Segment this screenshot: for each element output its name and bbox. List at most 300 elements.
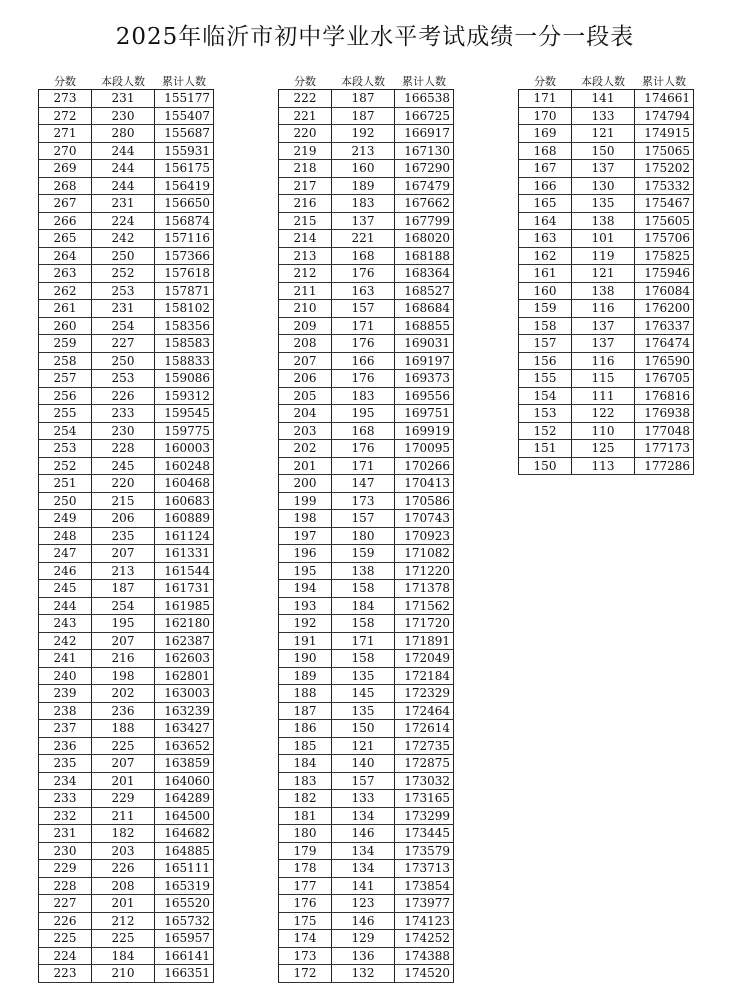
table-row [278,703,454,721]
header-score: 分数 [54,75,76,88]
cumulative-count-cell: 168527 [394,283,454,300]
table-row [518,195,694,213]
segment-count-cell: 226 [111,388,135,403]
segment-count-cell: 195 [111,616,135,630]
cumulative-count-cell: 161985 [154,598,214,615]
table-row [518,370,694,388]
segment-count-cell: 183 [351,196,375,210]
table-row [38,283,214,301]
table-row [278,318,454,336]
table-row [278,545,454,563]
score-cell: 175 [278,913,332,930]
table-row [278,720,454,738]
score-cell: 201 [278,458,332,475]
cumulative-count-cell: 171720 [394,615,454,632]
segment-count-cell: 244 [111,143,135,158]
segment-count-cell: 211 [111,808,135,823]
cumulative-count-cell: 175332 [634,178,694,195]
score-cell: 232 [38,808,92,825]
segment-count-cell: 244 [111,178,135,193]
cumulative-count-cell: 157116 [154,230,214,247]
score-cell: 196 [278,545,332,562]
page-title: 2025年临沂市初中学业水平考试成绩一分一段表 [115,24,635,50]
table-row [518,230,694,248]
table-row [38,528,214,546]
segment-count-cell: 133 [591,108,615,123]
table-row [518,213,694,231]
score-cell: 192 [278,615,332,632]
cumulative-count-cell: 173165 [394,790,454,807]
table-row [518,125,694,143]
score-cell: 151 [518,440,572,457]
table-row [518,440,694,458]
score-cell: 223 [38,965,92,982]
cumulative-count-cell: 162387 [154,633,214,650]
cumulative-count-cell: 170266 [394,458,454,475]
cumulative-count-cell: 176705 [634,370,694,387]
table-row [38,965,214,983]
table-row [278,615,454,633]
table-row [278,773,454,791]
cumulative-count-cell: 164500 [154,808,214,825]
score-cell: 258 [38,353,92,370]
cumulative-count-cell: 172329 [394,685,454,702]
segment-count-cell: 207 [111,546,135,560]
table-row [38,615,214,633]
table-row [38,370,214,388]
score-cell: 160 [518,283,572,300]
score-cell: 203 [278,423,332,440]
cumulative-count-cell: 166141 [154,948,214,965]
segment-count-cell: 231 [111,196,135,210]
table-row [38,685,214,703]
table-row [278,895,454,913]
table-row [278,475,454,493]
table-row [38,335,214,353]
segment-count-cell: 182 [111,826,135,840]
segment-count-cell: 198 [111,668,135,683]
cumulative-count-cell: 172049 [394,650,454,667]
segment-count-cell: 207 [111,756,135,770]
table-row [278,178,454,196]
segment-count-cell: 227 [111,336,135,350]
segment-count-cell: 236 [111,703,135,718]
cumulative-count-cell: 176200 [634,300,694,317]
cumulative-count-cell: 156650 [154,195,214,212]
table-row [278,283,454,301]
score-cell: 220 [278,125,332,142]
segment-count-cell: 253 [111,283,135,298]
table-row [38,318,214,336]
cumulative-count-cell: 160468 [154,475,214,492]
cumulative-count-cell: 172464 [394,703,454,720]
score-cell: 211 [278,283,332,300]
cumulative-count-cell: 158833 [154,353,214,370]
table-row [38,895,214,913]
table-row [38,930,214,948]
table-row [518,178,694,196]
header-segment-count: 本段人数 [101,75,145,88]
table-row [278,90,454,108]
cumulative-count-cell: 158102 [154,300,214,317]
segment-count-cell: 176 [351,371,375,385]
score-cell: 171 [518,90,572,107]
table-row [278,633,454,651]
segment-count-cell: 122 [591,406,615,420]
cumulative-count-cell: 168855 [394,318,454,335]
score-cell: 165 [518,195,572,212]
segment-count-cell: 133 [351,791,375,805]
table-row [278,125,454,143]
score-cell: 155 [518,370,572,387]
score-cell: 206 [278,370,332,387]
table-row [38,440,214,458]
table-row [278,405,454,423]
table-row [38,108,214,126]
table-row [278,423,454,441]
score-cell: 218 [278,160,332,177]
cumulative-count-cell: 176337 [634,318,694,335]
score-cell: 150 [518,458,572,475]
cumulative-count-cell: 176590 [634,353,694,370]
table-row [38,633,214,651]
cumulative-count-cell: 159312 [154,388,214,405]
segment-count-cell: 231 [111,301,135,315]
cumulative-count-cell: 171378 [394,580,454,597]
cumulative-count-cell: 175706 [634,230,694,247]
cumulative-count-cell: 164682 [154,825,214,842]
table-row [278,300,454,318]
segment-count-cell: 101 [591,231,615,245]
segment-count-cell: 235 [111,528,135,543]
segment-count-cell: 242 [111,231,135,245]
score-cell: 236 [38,738,92,755]
table-row [278,108,454,126]
segment-count-cell: 168 [351,423,375,438]
score-cell: 217 [278,178,332,195]
segment-count-cell: 206 [111,511,135,525]
score-cell: 187 [278,703,332,720]
cumulative-count-cell: 165319 [154,878,214,895]
table-row [38,510,214,528]
score-cell: 205 [278,388,332,405]
table-row [518,353,694,371]
score-cell: 162 [518,248,572,265]
table-row [38,90,214,108]
table-row [38,563,214,581]
table-row [38,703,214,721]
score-cell: 207 [278,353,332,370]
segment-count-cell: 171 [351,633,375,648]
cumulative-count-cell: 161331 [154,545,214,562]
score-cell: 154 [518,388,572,405]
table-row [278,860,454,878]
score-table-1 [38,75,214,983]
table-row [38,213,214,231]
score-cell: 259 [38,335,92,352]
segment-count-cell: 158 [351,616,375,630]
cumulative-count-cell: 161124 [154,528,214,545]
table-row [278,755,454,773]
table-row [278,213,454,231]
table-row [278,493,454,511]
cumulative-count-cell: 173299 [394,808,454,825]
segment-count-cell: 116 [591,301,615,315]
table-body [278,89,454,983]
table-row [38,843,214,861]
cumulative-count-cell: 166725 [394,108,454,125]
segment-count-cell: 158 [351,651,375,665]
header-cumulative-count: 累计人数 [642,75,686,88]
score-cell: 260 [38,318,92,335]
table-header [518,75,694,89]
score-cell: 195 [278,563,332,580]
segment-count-cell: 136 [351,948,375,963]
cumulative-count-cell: 175202 [634,160,694,177]
header-cumulative-count: 累计人数 [162,75,206,88]
segment-count-cell: 215 [111,493,135,508]
table-row [38,773,214,791]
score-cell: 210 [278,300,332,317]
score-cell: 227 [38,895,92,912]
score-cell: 197 [278,528,332,545]
score-cell: 213 [278,248,332,265]
segment-count-cell: 187 [111,581,135,595]
score-cell: 152 [518,423,572,440]
cumulative-count-cell: 169031 [394,335,454,352]
score-cell: 184 [278,755,332,772]
cumulative-count-cell: 164885 [154,843,214,860]
table-row [38,545,214,563]
segment-count-cell: 254 [111,598,135,613]
cumulative-count-cell: 175605 [634,213,694,230]
table-row [38,720,214,738]
table-row [38,650,214,668]
segment-count-cell: 125 [591,441,615,455]
table-row [38,458,214,476]
score-cell: 252 [38,458,92,475]
score-cell: 177 [278,878,332,895]
segment-count-cell: 253 [111,371,135,385]
score-cell: 263 [38,265,92,282]
cumulative-count-cell: 173032 [394,773,454,790]
segment-count-cell: 141 [351,878,375,893]
score-cell: 173 [278,948,332,965]
cumulative-count-cell: 163652 [154,738,214,755]
score-cell: 240 [38,668,92,685]
segment-count-cell: 187 [351,108,375,123]
table-row [278,685,454,703]
score-cell: 159 [518,300,572,317]
cumulative-count-cell: 176816 [634,388,694,405]
segment-count-cell: 254 [111,318,135,333]
segment-count-cell: 145 [351,686,375,700]
cumulative-count-cell: 157871 [154,283,214,300]
segment-count-cell: 121 [591,126,615,140]
table-row [38,125,214,143]
segment-count-cell: 138 [591,213,615,228]
score-cell: 208 [278,335,332,352]
table-row [38,405,214,423]
cumulative-count-cell: 157618 [154,265,214,282]
segment-count-cell: 184 [351,598,375,613]
segment-count-cell: 134 [351,808,375,823]
score-cell: 185 [278,738,332,755]
score-cell: 170 [518,108,572,125]
cumulative-count-cell: 160683 [154,493,214,510]
score-cell: 250 [38,493,92,510]
score-cell: 181 [278,808,332,825]
table-row [278,598,454,616]
score-cell: 199 [278,493,332,510]
score-cell: 166 [518,178,572,195]
cumulative-count-cell: 161544 [154,563,214,580]
table-row [38,825,214,843]
segment-count-cell: 250 [111,353,135,368]
score-cell: 216 [278,195,332,212]
score-cell: 264 [38,248,92,265]
score-cell: 235 [38,755,92,772]
segment-count-cell: 140 [351,756,375,770]
segment-count-cell: 280 [111,126,135,140]
score-cell: 214 [278,230,332,247]
table-row [38,598,214,616]
cumulative-count-cell: 176084 [634,283,694,300]
cumulative-count-cell: 160889 [154,510,214,527]
segment-count-cell: 176 [351,336,375,350]
score-cell: 212 [278,265,332,282]
score-cell: 219 [278,143,332,160]
cumulative-count-cell: 173854 [394,878,454,895]
segment-count-cell: 138 [351,563,375,578]
cumulative-count-cell: 177173 [634,440,694,457]
segment-count-cell: 150 [351,721,375,735]
table-row [38,668,214,686]
score-cell: 273 [38,90,92,107]
segment-count-cell: 115 [591,371,615,385]
score-cell: 237 [38,720,92,737]
score-cell: 198 [278,510,332,527]
cumulative-count-cell: 162603 [154,650,214,667]
table-row [38,808,214,826]
table-row [38,160,214,178]
segment-count-cell: 176 [351,441,375,455]
score-cell: 169 [518,125,572,142]
cumulative-count-cell: 172614 [394,720,454,737]
segment-count-cell: 184 [111,948,135,963]
score-cell: 234 [38,773,92,790]
segment-count-cell: 213 [351,143,375,158]
table-row [518,300,694,318]
segment-count-cell: 157 [351,301,375,315]
table-row [278,580,454,598]
score-cell: 231 [38,825,92,842]
table-header [38,75,214,89]
score-cell: 229 [38,860,92,877]
header-segment-count: 本段人数 [581,75,625,88]
segment-count-cell: 195 [351,406,375,420]
score-cell: 215 [278,213,332,230]
table-row [38,265,214,283]
score-cell: 238 [38,703,92,720]
table-row [38,755,214,773]
cumulative-count-cell: 173579 [394,843,454,860]
table-row [278,790,454,808]
segment-count-cell: 121 [591,266,615,280]
score-cell: 186 [278,720,332,737]
cumulative-count-cell: 170413 [394,475,454,492]
table-row [38,580,214,598]
segment-count-cell: 189 [351,178,375,193]
segment-count-cell: 207 [111,633,135,648]
table-row [518,388,694,406]
cumulative-count-cell: 170095 [394,440,454,457]
cumulative-count-cell: 165957 [154,930,214,947]
cumulative-count-cell: 173713 [394,860,454,877]
segment-count-cell: 250 [111,248,135,263]
segment-count-cell: 230 [111,423,135,438]
score-cell: 257 [38,370,92,387]
score-cell: 269 [38,160,92,177]
cumulative-count-cell: 157366 [154,248,214,265]
segment-count-cell: 135 [351,703,375,718]
segment-count-cell: 183 [351,388,375,403]
score-cell: 167 [518,160,572,177]
segment-count-cell: 111 [591,388,615,403]
cumulative-count-cell: 163239 [154,703,214,720]
cumulative-count-cell: 167662 [394,195,454,212]
table-row [278,563,454,581]
cumulative-count-cell: 175825 [634,248,694,265]
cumulative-count-cell: 167799 [394,213,454,230]
segment-count-cell: 137 [591,161,615,175]
segment-count-cell: 116 [591,353,615,368]
score-cell: 222 [278,90,332,107]
score-cell: 256 [38,388,92,405]
cumulative-count-cell: 158583 [154,335,214,352]
score-cell: 200 [278,475,332,492]
segment-count-cell: 158 [351,581,375,595]
cumulative-count-cell: 159545 [154,405,214,422]
cumulative-count-cell: 164060 [154,773,214,790]
cumulative-count-cell: 165520 [154,895,214,912]
cumulative-count-cell: 163859 [154,755,214,772]
cumulative-count-cell: 170743 [394,510,454,527]
cumulative-count-cell: 174388 [394,948,454,965]
table-row [38,178,214,196]
cumulative-count-cell: 156175 [154,160,214,177]
table-row [278,930,454,948]
score-cell: 251 [38,475,92,492]
table-header [278,75,454,89]
segment-count-cell: 192 [351,126,375,140]
score-cell: 225 [38,930,92,947]
segment-count-cell: 121 [351,738,375,753]
table-row [278,668,454,686]
segment-count-cell: 220 [111,476,135,490]
cumulative-count-cell: 172184 [394,668,454,685]
cumulative-count-cell: 169373 [394,370,454,387]
segment-count-cell: 150 [591,143,615,158]
segment-count-cell: 226 [111,861,135,875]
segment-count-cell: 135 [591,196,615,210]
cumulative-count-cell: 172735 [394,738,454,755]
table-row [278,528,454,546]
segment-count-cell: 212 [111,913,135,928]
table-row [38,948,214,966]
table-row [38,878,214,896]
score-cell: 204 [278,405,332,422]
